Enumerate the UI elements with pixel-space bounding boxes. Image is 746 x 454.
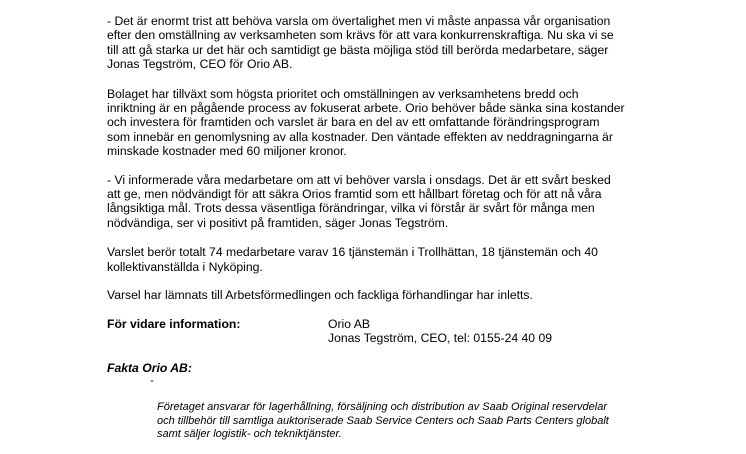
paragraph-quote-ceo: - Det är enormt trist att behöva varsla om övertalighet men vi måste anpassa vår organisation efter den omställning av verksamheten som krävs för att vara konkurrenskraftiga. Nu ska vi se till att gå starka ur det här och samtidigt ge bästa möjliga stöd till berörda medarbetare, säger Jonas Tegström, CEO för Orio AB.: [107, 14, 614, 72]
facts-item-text: Företaget ansvarar för lagerhållning, försäljning och distribution av Saab Original reservdelar och tillbehör till samtliga auktoriserade Saab Service Centers och Saab Parts Centers globalt samt säljer logistik- och tekniktjänster.: [157, 401, 609, 440]
facts-heading: Fakta Orio AB:: [107, 360, 192, 375]
contact-organization: Orio AB: [328, 316, 370, 331]
press-release-body: [107, 14, 647, 454]
contact-label: För vidare information:: [107, 316, 241, 331]
paragraph-negotiations: Varsel har lämnats till Arbetsförmedlingen och fackliga förhandlingar har inletts.: [107, 288, 533, 303]
contact-block: [107, 317, 647, 346]
facts-item: [107, 375, 647, 454]
contact-person: Jonas Tegström, CEO, tel: 0155-24 40 09: [328, 331, 553, 345]
facts-item-dash: -: [150, 374, 154, 387]
paragraph-quote-notice: - Vi informerade våra medarbetare om att vi behöver varsla i onsdags. Det är ett svårt besked att ge, men nödvändigt för att säkra Orios framtid som ett hållbart företag och för att nå våra långsiktiga mål. Trots dessa väsentliga förändringar, vilka vi förstår är svårt för många men nödvändiga, ser vi positivt på framtiden, säger Jonas Tegström.: [107, 172, 611, 230]
paragraph-growth-priority: Bolaget har tillväxt som högsta prioritet och omställningen av verksamhetens bredd och inriktning är en pågående process av fokuserat arbete. Orio behöver både sänka sina kostander och investera för framtiden och varslet är bara en del av ett omfattande förändringsprogram som innebär en genomlysning av alla kostnader. Den väntade effekten av neddragningarna är minskade kostnader med 60 miljoner kronor.: [107, 86, 625, 159]
paragraph-affected-staff: Varslet berör totalt 74 medarbetare varav 16 tjänstemän i Trollhättan, 18 tjänstemän och 40 kollektivanställda i Nyköping.: [107, 245, 598, 274]
